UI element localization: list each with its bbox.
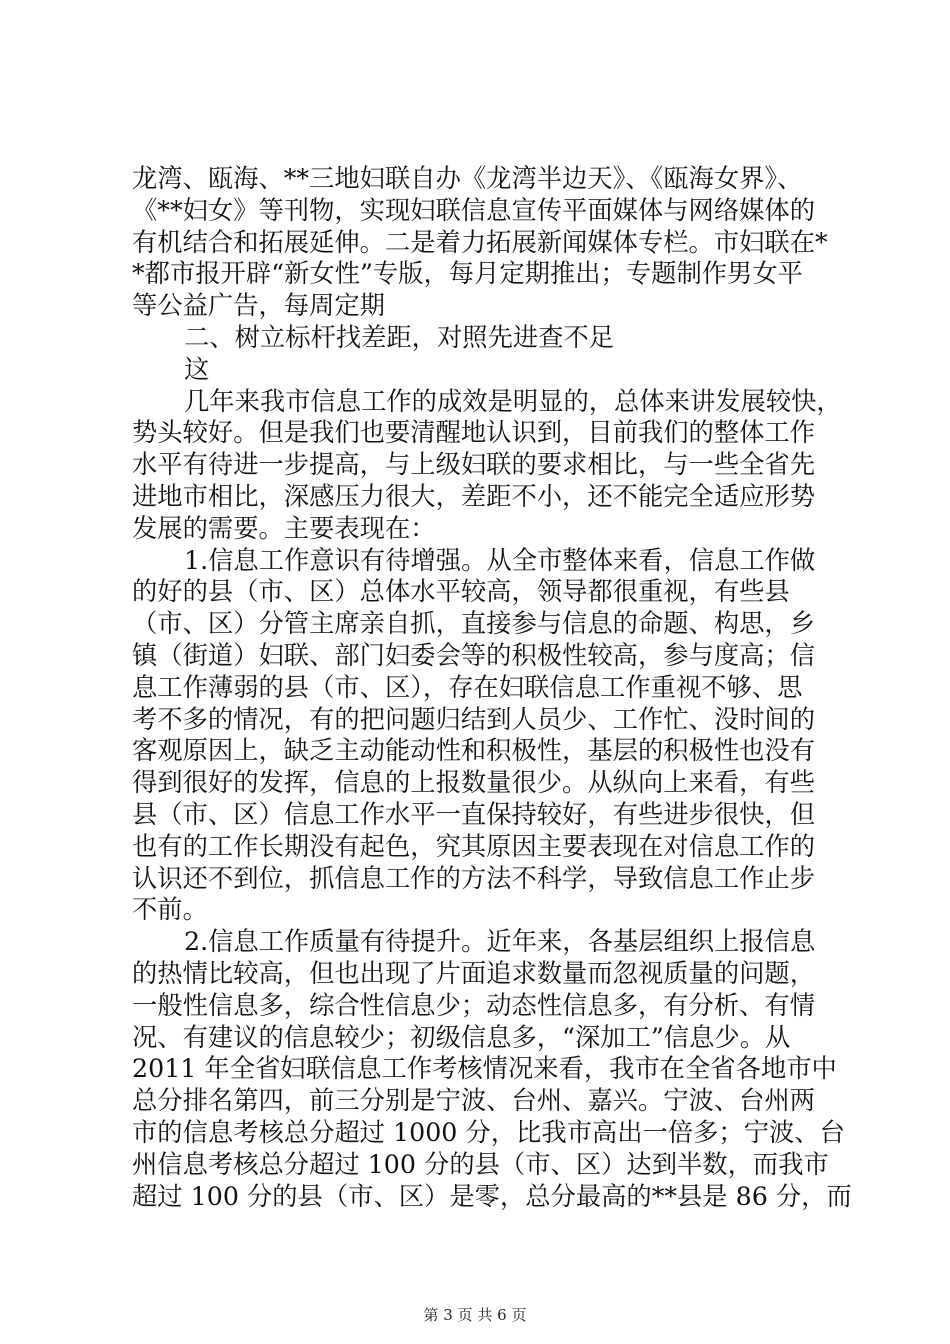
text-line: （市、区）分管主席亲自抓，直接参与信息的命题、构思，乡 — [132, 609, 816, 639]
text-line: 这 — [184, 354, 210, 384]
text-line: 的热情比较高，但也出现了片面追求数量而忽视质量的问题， — [132, 958, 816, 988]
text-line: 总分排名第四，前三分别是宁波、台州、嘉兴。宁波、台州两 — [132, 1086, 816, 1116]
text-line: 认识还不到位，抓信息工作的方法不科学，导致信息工作止步 — [132, 863, 816, 893]
page-footer: 第 3 页 共 6 页 — [423, 1306, 527, 1324]
text-line: 州信息考核总分超过 100 分的县（市、区）达到半数，而我市 — [132, 1149, 829, 1179]
document-body — [132, 163, 852, 1212]
text-line: 也有的工作长期没有起色，究其原因主要表现在对信息工作的 — [132, 831, 816, 861]
text-line: 息工作薄弱的县（市、区），存在妇联信息工作重视不够、思 — [132, 672, 803, 702]
text-line: 《**妇女》等刊物，实现妇联信息宣传平面媒体与网络媒体的 — [132, 195, 816, 225]
text-line: 势头较好。但是我们也要清醒地认识到，目前我们的整体工作 — [132, 418, 816, 448]
text-line: 龙湾、瓯海、**三地妇联自办《龙湾半边天》、《瓯海女界》、 — [132, 164, 803, 193]
text-line: 几年来我市信息工作的成效是明显的，总体来讲发展较快， — [184, 386, 842, 416]
text-line: 镇（街道）妇联、部门妇委会等的积极性较高，参与度高；信 — [132, 640, 816, 670]
text-line: 有机结合和拓展延伸。二是着力拓展新闻媒体专栏。市妇联在* — [132, 227, 828, 257]
text-line: 的好的县（市、区）总体水平较高，领导都很重视，有些县 — [132, 577, 790, 607]
text-line: 2011 年全省妇联信息工作考核情况来看，我市在全省各地市中 — [132, 1054, 837, 1084]
text-line: 二、树立标杆找差距，对照先进查不足 — [184, 322, 615, 352]
text-line: 超过 100 分的县（市、区）是零，总分最高的**县是 86 分，而 — [132, 1181, 852, 1211]
text-line: 发展的需要。主要表现在： — [132, 513, 436, 543]
text-line: 一般性信息多，综合性信息少；动态性信息多，有分析、有情 — [132, 990, 816, 1020]
text-line: 得到很好的发挥，信息的上报数量很少。从纵向上来看，有些 — [132, 768, 816, 798]
text-line: 况、有建议的信息较少；初级信息多，“深加工”信息少。从 — [132, 1022, 791, 1052]
text-line: 进地市相比，深感压力很大，差距不小，还不能完全适应形势 — [132, 481, 816, 511]
text-line: 1.信息工作意识有待增强。从全市整体来看，信息工作做 — [184, 545, 816, 575]
text-line: 市的信息考核总分超过 1000 分，比我市高出一倍多；宁波、台 — [132, 1117, 845, 1147]
text-line: 等公益广告，每周定期 — [132, 291, 385, 321]
text-line: 考不多的情况，有的把问题归结到人员少、工作忙、没时间的 — [132, 704, 816, 734]
text-line: 2.信息工作质量有待提升。近年来，各基层组织上报信息 — [184, 927, 816, 957]
text-line: *都市报开辟“新女性”专版，每月定期推出；专题制作男女平 — [132, 259, 803, 289]
text-line: 水平有待进一步提高，与上级妇联的要求相比，与一些全省先 — [132, 450, 816, 480]
text-line: 客观原因上，缺乏主动能动性和积极性，基层的积极性也没有 — [132, 736, 816, 766]
text-line: 不前。 — [132, 895, 208, 925]
text-line: 县（市、区）信息工作水平一直保持较好，有些进步很快，但 — [132, 799, 816, 829]
